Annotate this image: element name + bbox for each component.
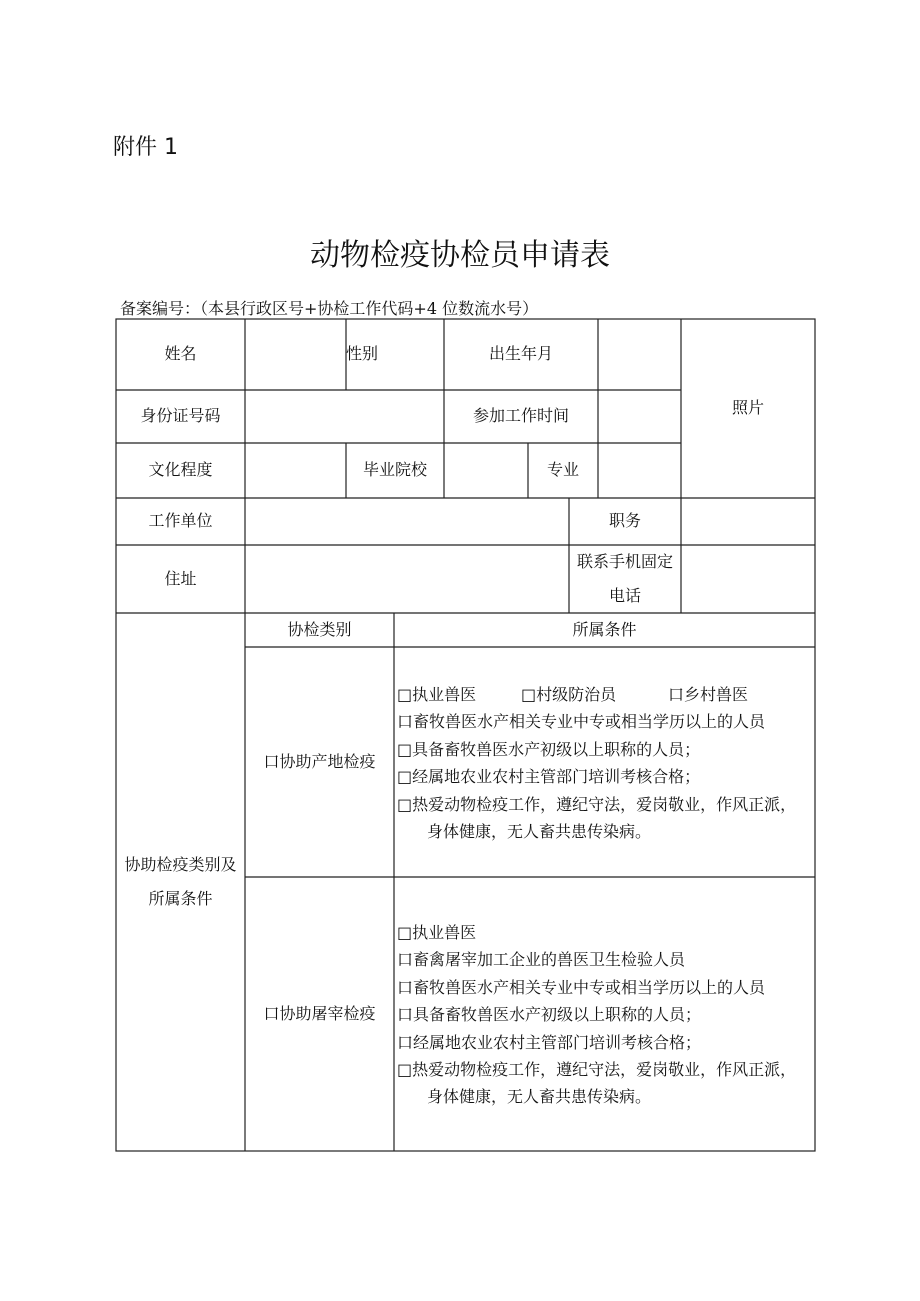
phone-label (569, 545, 681, 613)
origin-condition-5-cont: 身体健康，无人畜共患传染病。 (427, 822, 652, 842)
id-number-label: 身份证号码 (140, 406, 221, 426)
slaughter-condition-1[interactable]: □执业兽医 (397, 923, 477, 942)
id-number-field[interactable] (245, 390, 444, 443)
name-field[interactable] (245, 319, 346, 390)
origin-condition-row-1 (397, 681, 796, 708)
category-slaughter-checkbox[interactable]: 口协助屠宰检疫 (263, 1003, 376, 1023)
address-field[interactable] (245, 545, 569, 613)
slaughter-condition-6-cont: 身体健康，无人畜共患传染病。 (427, 1087, 652, 1107)
category-header: 协检类别 (287, 619, 352, 639)
origin-option-village-worker[interactable]: □村级防治员 (521, 685, 617, 704)
origin-condition-2[interactable]: 口畜牧兽医水产相关专业中专或相当学历以上的人员 (397, 712, 766, 732)
slaughter-condition-3[interactable]: 口畜牧兽医水产相关专业中专或相当学历以上的人员 (397, 977, 766, 997)
position-label: 职务 (608, 511, 641, 531)
photo-label: 照片 (731, 398, 764, 418)
address-label: 住址 (164, 568, 197, 588)
origin-option-rural-vet[interactable]: 口乡村兽医 (668, 685, 749, 704)
education-label: 文化程度 (148, 460, 213, 480)
gender-field[interactable] (386, 319, 444, 390)
education-field[interactable] (245, 443, 346, 498)
origin-conditions (397, 681, 796, 845)
phone-label-line2: 电话 (608, 586, 641, 605)
work-start-field[interactable] (598, 390, 681, 443)
position-field[interactable] (681, 498, 815, 545)
gender-label: 性别 (346, 344, 379, 364)
phone-label-line1: 联系手机固定 (576, 552, 673, 571)
employer-label: 工作单位 (148, 511, 213, 531)
slaughter-condition-4[interactable]: 口具备畜牧兽医水产初级以上职称的人员； (397, 1005, 702, 1025)
birth-label: 出生年月 (488, 344, 553, 364)
employer-field[interactable] (245, 498, 569, 545)
phone-field[interactable] (681, 545, 815, 613)
birth-field[interactable] (598, 319, 681, 390)
school-label: 毕业院校 (362, 460, 427, 480)
origin-condition-5[interactable]: □热爱动物检疫工作，遵纪守法，爱岗敬业，作风正派， (397, 794, 797, 814)
slaughter-conditions (397, 919, 796, 1111)
major-field[interactable] (598, 443, 681, 498)
slaughter-condition-6[interactable]: □热爱动物检疫工作，遵纪守法，爱岗敬业，作风正派， (397, 1060, 797, 1080)
section-label-line2: 所属条件 (148, 889, 213, 908)
category-origin-checkbox[interactable]: 口协助产地检疫 (263, 751, 376, 771)
section-label (116, 613, 245, 1151)
school-field[interactable] (444, 443, 528, 498)
work-start-label: 参加工作时间 (472, 406, 569, 426)
form-title: 动物检疫协检员申请表 (310, 238, 610, 273)
filing-number: 备案编号：（本县行政区号+协检工作代码+4 位数流水号） (120, 299, 539, 318)
slaughter-condition-2[interactable]: 口畜禽屠宰加工企业的兽医卫生检验人员 (397, 950, 686, 970)
conditions-header: 所属条件 (572, 619, 637, 639)
name-label: 姓名 (164, 344, 197, 364)
origin-condition-3[interactable]: □具备畜牧兽医水产初级以上职称的人员； (397, 739, 701, 759)
slaughter-condition-5[interactable]: 口经属地农业农村主管部门培训考核合格； (397, 1032, 702, 1052)
origin-condition-4[interactable]: □经属地农业农村主管部门培训考核合格； (397, 767, 701, 787)
photo-box[interactable] (681, 319, 815, 498)
section-label-line1: 协助检疫类别及 (124, 855, 237, 874)
major-label: 专业 (546, 460, 579, 480)
origin-option-licensed-vet[interactable]: □执业兽医 (397, 685, 477, 704)
attachment-label: 附件 1 (113, 135, 178, 160)
